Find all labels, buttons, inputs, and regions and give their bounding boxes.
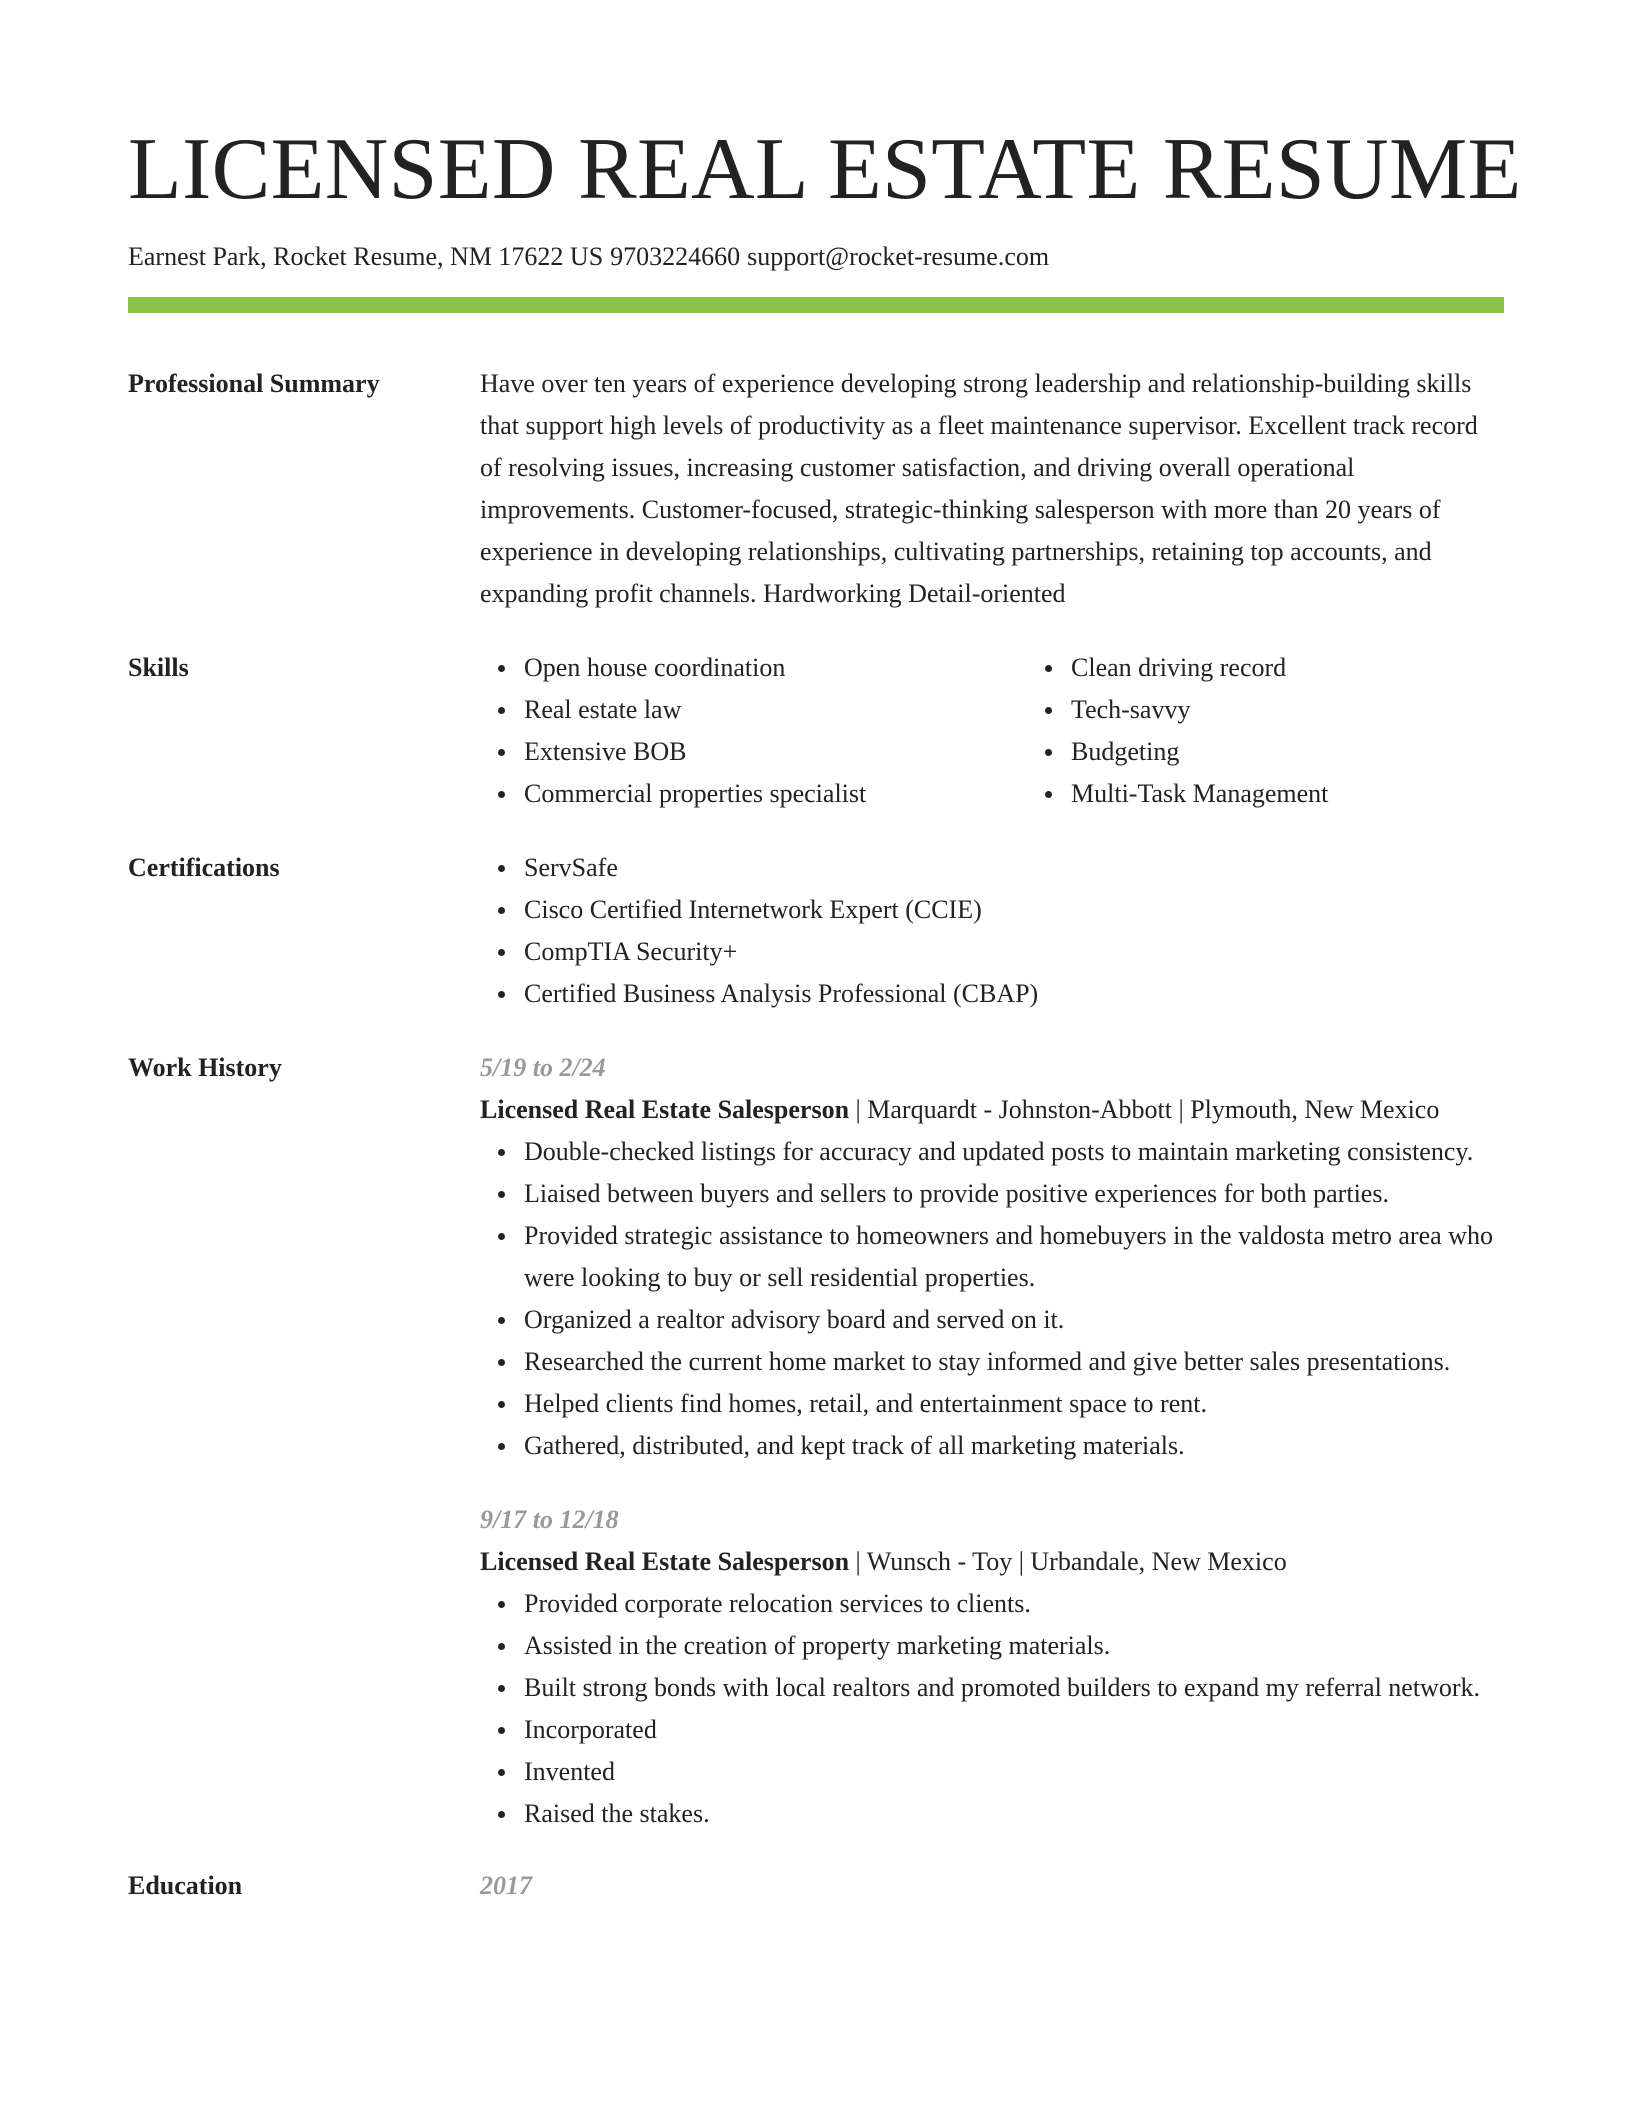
skill-item: Extensive BOB	[524, 731, 1027, 773]
skill-item: Tech-savvy	[1071, 689, 1521, 731]
section-label-summary: Professional Summary	[128, 369, 380, 398]
skills-body	[480, 647, 1521, 815]
section-label-work-history: Work History	[128, 1053, 282, 1082]
contact-address: Earnest Park, Rocket Resume, NM 17622 US	[128, 242, 604, 271]
skill-item: Open house coordination	[524, 647, 1027, 689]
job-bullet: Provided strategic assistance to homeowners and homebuyers in the valdosta metro area who were looking to buy or sell residential properties.	[524, 1215, 1504, 1299]
job-bullet: Raised the stakes.	[524, 1793, 1504, 1835]
section-label-skills: Skills	[128, 653, 189, 682]
summary-text: Have over ten years of experience developing strong leadership and relationship-building skills that support high levels of productivity as a fleet maintenance supervisor. Excellent track record of resolving issues, increasing customer satisfaction, and driving overall operational improvements. Customer-focused, strategic-thinking salesperson with more than 20 years of experience in developing relationships, cultivating partnerships, retaining top accounts, and expanding profit channels. Hardworking Detail-oriented	[480, 369, 1478, 608]
job-responsibilities	[480, 1131, 1504, 1467]
resume-page	[128, 0, 1522, 1907]
skill-item: Real estate law	[524, 689, 1027, 731]
job-details: | Wunsch - Toy | Urbandale, New Mexico	[849, 1547, 1287, 1576]
certification-item: Certified Business Analysis Professional (CBAP)	[524, 973, 1504, 1015]
job-dates: 9/17 to 12/18	[480, 1505, 619, 1534]
contact-phone: 9703224660	[610, 242, 741, 271]
skill-item: Multi-Task Management	[1071, 773, 1521, 815]
section-certifications	[128, 847, 1504, 1015]
job-bullet: Liaised between buyers and sellers to provide positive experiences for both parties.	[524, 1173, 1504, 1215]
contact-email: support@rocket-resume.com	[747, 242, 1050, 271]
section-skills	[128, 647, 1504, 815]
certification-item: ServSafe	[524, 847, 1504, 889]
skills-columns	[480, 647, 1521, 815]
certification-item: CompTIA Security+	[524, 931, 1504, 973]
skills-column-left	[480, 647, 1027, 815]
job-bullet: Double-checked listings for accuracy and updated posts to maintain marketing consistency.	[524, 1131, 1504, 1173]
job-heading	[480, 1089, 1504, 1131]
job-title: Licensed Real Estate Salesperson	[480, 1547, 850, 1576]
contact-line	[128, 240, 1504, 274]
job-bullet: Incorporated	[524, 1709, 1504, 1751]
job-entry	[480, 1499, 1504, 1835]
skill-item: Budgeting	[1071, 731, 1521, 773]
section-professional-summary	[128, 363, 1504, 615]
section-education	[128, 1865, 1504, 1907]
job-bullet: Helped clients find homes, retail, and entertainment space to rent.	[524, 1383, 1504, 1425]
job-dates: 5/19 to 2/24	[480, 1053, 606, 1082]
skills-column-right	[1027, 647, 1521, 815]
job-bullet: Provided corporate relocation services to clients.	[524, 1583, 1504, 1625]
job-details: | Marquardt - Johnston-Abbott | Plymouth, New Mexico	[849, 1095, 1440, 1124]
job-heading	[480, 1541, 1504, 1583]
job-bullet: Organized a realtor advisory board and served on it.	[524, 1299, 1504, 1341]
certification-item: Cisco Certified Internetwork Expert (CCIE)	[524, 889, 1504, 931]
job-bullet: Built strong bonds with local realtors and promoted builders to expand my referral network.	[524, 1667, 1504, 1709]
section-label-education: Education	[128, 1871, 243, 1900]
section-work-history	[128, 1047, 1504, 1835]
skill-item: Commercial properties specialist	[524, 773, 1027, 815]
certifications-list	[480, 847, 1504, 1015]
work-history-body	[480, 1047, 1504, 1835]
skill-item: Clean driving record	[1071, 647, 1521, 689]
accent-divider	[128, 297, 1504, 313]
job-bullet: Assisted in the creation of property marketing materials.	[524, 1625, 1504, 1667]
job-entry	[480, 1047, 1504, 1467]
education-dates: 2017	[480, 1871, 532, 1900]
resume-title: LICENSED REAL ESTATE RESUME	[128, 121, 1522, 218]
job-bullet: Researched the current home market to stay informed and give better sales presentations.	[524, 1341, 1504, 1383]
job-bullet: Invented	[524, 1751, 1504, 1793]
job-bullet: Gathered, distributed, and kept track of all marketing materials.	[524, 1425, 1504, 1467]
certifications-body	[480, 847, 1504, 1015]
job-responsibilities	[480, 1583, 1504, 1835]
education-body	[480, 1865, 1504, 1907]
section-label-certifications: Certifications	[128, 853, 280, 882]
job-title: Licensed Real Estate Salesperson	[480, 1095, 850, 1124]
